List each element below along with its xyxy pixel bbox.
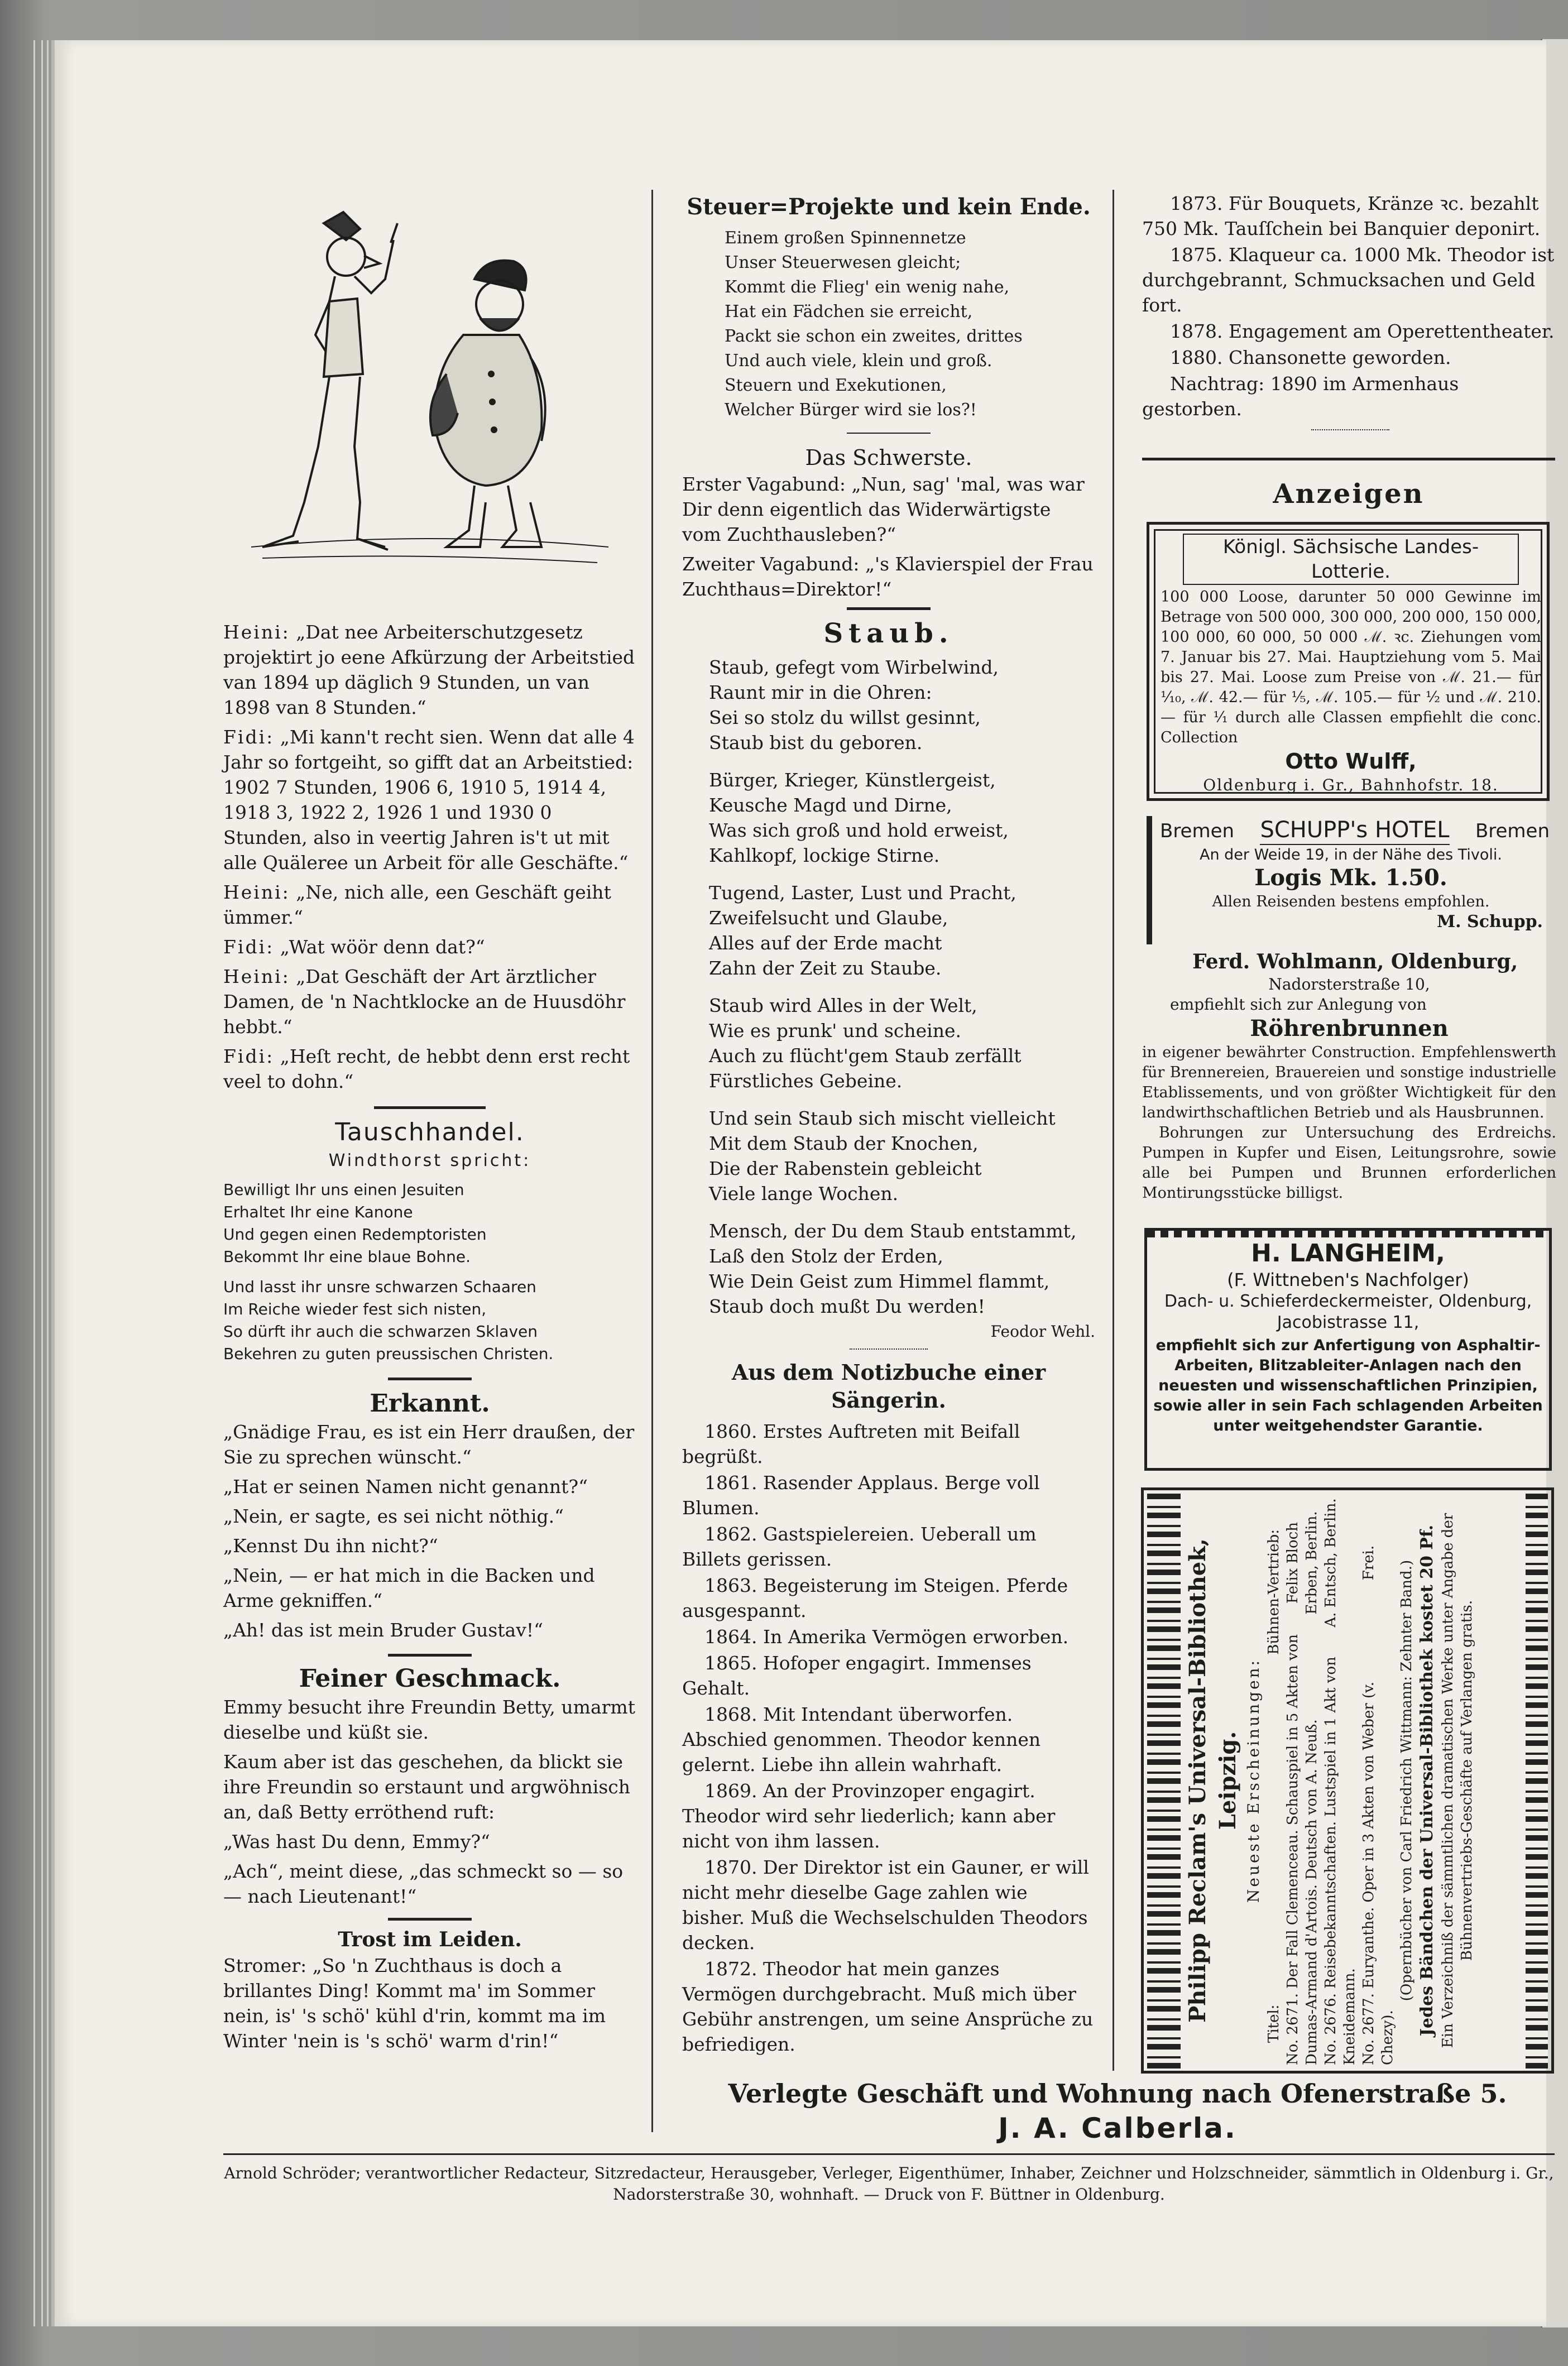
wohlmann-ad — [1142, 949, 1556, 1203]
reclam-item: No. 2671. Der Fall Clemenceau. Schauspiel in 5 Akten von Dumas-Armand d'Artois. Deutsch von A. Neuß. — [1284, 1634, 1320, 2065]
diary-entry: 1873. Für Bouquets, Kränze ꝛc. bezahlt 750 Mk. Tauſſchein bei Banquier deponirt. — [1142, 193, 1541, 239]
reclam-note: (Opernbücher von Carl Friedrich Wittmann: Zehnter Band.) — [1398, 1559, 1415, 2002]
diary-entry: 1862. Gastspielereien. Ueberall um Billets gerissen. — [682, 1523, 1037, 1570]
diary-entry: 1870. Der Direktor ist ein Gauner, er will nicht mehr dieselbe Gage zahlen wie bisher. Muß die Wechselschulden Theodors decken. — [682, 1856, 1089, 1954]
paragraph: „Nein, er sagte, es sei nicht nöthig.“ — [223, 1505, 564, 1527]
staub-title: Staub. — [823, 618, 954, 649]
diary-entry: Nachtrag: 1890 im Armenhaus gestorben. — [1142, 373, 1459, 420]
reclam-item-publisher: Felix Bloch Erben, Berlin. — [1284, 1511, 1320, 1615]
section-divider — [847, 607, 931, 610]
paragraph: „Gnädige Frau, es ist ein Herr draußen, der Sie zu sprechen wünscht.“ — [223, 1421, 635, 1468]
saengerin-entries — [682, 1419, 1095, 2057]
reclam-item-publisher: A. Entsch, Berlin. — [1322, 1498, 1339, 1628]
section-divider — [388, 1918, 472, 1921]
hotel-price: Logis Mk. 1.50. — [1254, 865, 1447, 891]
trost-text: Stromer: „So 'n Zuchthaus is doch a brillantes Ding! Kommt ma' im Sommer nein, is' 's schö' kühl d'rin, kommt ma im Winter 'nein is 's schö' warm d'rin!“ — [223, 1955, 606, 2052]
hotel-name: SCHUPP's HOTEL — [1260, 816, 1449, 845]
hotel-city-left: Bremen — [1160, 820, 1235, 842]
stanza: Tugend, Laster, Lust und Pracht, Zweifelsucht und Glaube, Alles auf der Erde macht Zahn der Zeit zu Staube. — [709, 882, 1016, 979]
page-edge — [47, 40, 49, 2326]
schwerste-title: Das Schwerste. — [805, 445, 972, 470]
stanza: Und sein Staub sich mischt vielleicht Mit dem Staub der Knochen, Die der Rabenstein gebleicht Viele lange Wochen. — [709, 1107, 1056, 1204]
imprint-line-2: Nadorsterstraße 30, wohnhaft. — Druck von F. Büttner in Oldenburg. — [613, 2185, 1165, 2204]
reclam-label-vertrieb: Bühnen-Vertrieb: — [1265, 1529, 1282, 1655]
dialogue-line — [223, 620, 636, 720]
wohlmann-name: Ferd. Wohlmann, Oldenburg, — [1192, 950, 1518, 973]
reclam-subtitle: Neueste Erscheinungen: — [1244, 1658, 1263, 1903]
speaker: Fidi: — [223, 936, 275, 958]
lotterie-name: Otto Wulff, — [1285, 749, 1417, 774]
tauschhandel-verse-2: Und lasst ihr unsre schwarzen Schaaren Im Reiche wieder fest sich nisten, So dürft ihr auch die schwarzen Sklaven Bekehren zu guten preussischen Christen. — [223, 1278, 554, 1363]
diary-entry: 1880. Chansonette geworden. — [1170, 347, 1451, 368]
tauschhandel-verse-1: Bewilligt Ihr uns einen Jesuiten Erhaltet Ihr eine Kanone Und gegen einen Redemptoristen Bekommt Ihr eine blaue Bohne. — [223, 1180, 487, 1266]
speaker: Heini: — [223, 621, 290, 643]
paragraph: Zweiter Vagabund: „'s Klavierspiel der Frau Zuchthaus=Direktor!“ — [682, 553, 1094, 600]
diary-entry: 1861. Rasender Applaus. Berge voll Blumen. — [682, 1472, 1040, 1519]
hotel-recommend: Allen Reisenden bestens empfohlen. — [1212, 893, 1490, 910]
paragraph: „Ah! das ist mein Bruder Gustav!“ — [223, 1619, 543, 1641]
dialogue-text: „Mi kann't recht sien. Wenn dat alle 4 Jahr so fortgeiht, so gifft dat an Arbeitstied: 1902 7 Stunden, 1906 6, 1910 5, 1914 4, 1918 3, 1922 2, 1926 1 und 1930 0 Stunden, also in veertig Jahren is't ut mit alle Quäleree un Arbeit för alle Geschäfte.“ — [223, 726, 635, 874]
section-divider — [850, 1348, 928, 1350]
saengerin-title: Aus dem Notizbuche einer Sängerin. — [731, 1360, 1046, 1413]
paragraph: „Nein, — er hat mich in die Backen und Arme gekniffen.“ — [223, 1564, 595, 1611]
cartoon-illustration — [240, 190, 620, 597]
wohlmann-body-2: Bohrungen zur Untersuchung des Erdreichs. Pumpen in Kupfer und Eisen, Leitungsrohre, sowie alle bei Pumpen und Brunnen erforderlichen Montirungsstücke billigst. — [1142, 1124, 1556, 1202]
wohlmann-body: in eigener bewährter Construction. Empfehlenswerth für Brennereien, Brauereien und sonstige industrielle Etablissements, und von größter Wichtigkeit für den landwirthschaftlichen Betrieb und als Hausbrunnen. — [1142, 1044, 1556, 1121]
section-divider — [847, 433, 931, 434]
column-rule — [1113, 190, 1114, 2071]
erkannt-text — [223, 1419, 636, 1643]
paragraph: Erster Vagabund: „Nun, sag' 'mal, was war Dir denn eigentlich das Widerwärtigste vom Zuchthausleben?“ — [682, 473, 1085, 545]
lotterie-address: Oldenburg i. Gr., Bahnhofstr. 18. — [1203, 776, 1499, 794]
dialogue-line — [223, 724, 636, 875]
feiner-geschmack-title: Feiner Geschmack. — [299, 1664, 561, 1693]
dialogue-text: „Dat Geschäft der Art ärztlicher Damen, de 'n Nachtklocke an de Huusdöhr hebbt.“ — [223, 966, 626, 1038]
dialogue-text: „Dat nee Arbeiterschutzgesetz projektirt jo eene Afkürzung der Arbeitstied van 1894 up däglich 9 Stunden, un van 1898 van 8 Stunden.“ — [223, 621, 635, 718]
ornamental-border — [1147, 1494, 1181, 2069]
dialogue-text: „Heſt recht, de hebbt denn erst recht veel to dohn.“ — [223, 1045, 630, 1092]
moved-notice: Verlegte Geschäft und Wohnung nach Ofenerstraße 5. — [728, 2079, 1507, 2109]
speaker: Fidi: — [223, 726, 275, 748]
diary-entry: 1869. An der Provinzoper engagirt. Theodor wird sehr liederlich; kann aber nicht von ihm lassen. — [682, 1780, 1056, 1852]
dialogue-text: „Ne, nich alle, een Geschäft geiht ümmer.“ — [223, 881, 611, 928]
calberla-name: J. A. Calberla. — [998, 2112, 1237, 2144]
section-divider — [374, 1106, 486, 1109]
section-divider — [1311, 429, 1389, 430]
stanza: Mensch, der Du dem Staub entstammt, Laß den Stolz der Erden, Wie Dein Geist zum Himmel flammt, Staub doch mußt Du werden! — [709, 1220, 1077, 1317]
dialogue-line — [223, 964, 636, 1039]
diary-entry: 1860. Erstes Auftreten mit Beifall begrüßt. — [682, 1420, 1020, 1467]
staub-author: Feodor Wehl. — [990, 1322, 1095, 1341]
dialogue-text: „Wat wöör denn dat?“ — [280, 936, 485, 958]
wohlmann-product: Röhrenbrunnen — [1250, 1015, 1449, 1042]
hotel-ad — [1147, 816, 1555, 944]
ornamental-border — [1526, 1494, 1548, 2069]
langheim-name: H. LANGHEIM, — [1251, 1239, 1445, 1268]
langheim-sub: (F. Wittneben's Nachfolger) — [1227, 1269, 1469, 1290]
stanza: Bürger, Krieger, Künstlergeist, Keusche Magd und Dirne, Was sich groß und hold erweist, Kahlkopf, lockige Stirne. — [709, 769, 1009, 866]
tauschhandel-subtitle: Windthorst spricht: — [328, 1151, 531, 1170]
speaker: Heini: — [223, 966, 290, 987]
hotel-signature: M. Schupp. — [1436, 912, 1543, 932]
paragraph: „Was hast Du denn, Emmy?“ — [223, 1831, 490, 1853]
staub-poem — [682, 655, 1095, 1319]
reclam-price: Jedes Bändchen der Universal-Bibliothek kostet 20 Pf. — [1417, 1524, 1437, 2037]
langheim-street: Jacobistrasse 11, — [1277, 1313, 1420, 1332]
page-edge — [41, 40, 43, 2326]
diary-entry: 1872. Theodor hat mein ganzes Vermögen durchgebracht. Muß mich über Gebühr anstrengen, um seine Ansprüche zu befriedigen. — [682, 1958, 1094, 2055]
reclam-catalog: Ein Verzeichniß der sämmtlichen dramatischen Werke unter Angabe der Bühnenvertriebs-Geschäfte auf Verlangen gratis. — [1440, 1513, 1475, 2048]
tauschhandel-title: Tauschhandel. — [335, 1118, 525, 1146]
anzeigen-title: Anzeigen — [1273, 478, 1425, 510]
paragraph: „Hat er seinen Namen nicht genannt?“ — [223, 1476, 588, 1498]
page-edge — [33, 40, 35, 2326]
right-column-text — [1142, 191, 1558, 430]
wohlmann-line: empfiehlt sich zur Anlegung von — [1170, 995, 1427, 1014]
reclam-label-title: Titel: — [1265, 2004, 1282, 2043]
anzeigen-rule-top — [1142, 458, 1555, 460]
paragraph: „Ach“, meint diese, „das schmeckt so — so — nach Lieutenant!“ — [223, 1860, 624, 1907]
paragraph: „Kennst Du ihn nicht?“ — [223, 1535, 438, 1557]
erkannt-title: Erkannt. — [370, 1389, 490, 1418]
diary-entry: 1875. Klaqueur ca. 1000 Mk. Theodor ist durchgebrannt, Schmucksachen und Geld fort. — [1142, 244, 1555, 316]
feiner-geschmack-text — [223, 1695, 636, 1909]
langheim-trade: Dach- u. Schieferdeckermeister, Oldenburg, — [1164, 1292, 1532, 1311]
diary-entry: 1878. Engagement am Operettentheater. — [1170, 320, 1555, 342]
left-column — [223, 620, 636, 2058]
wohlmann-address: Nadorsterstraße 10, — [1268, 975, 1430, 994]
langheim-ad — [1144, 1228, 1552, 1471]
diary-entry: 1863. Begeisterung im Steigen. Pferde ausgespannt. — [682, 1575, 1068, 1621]
section-divider — [388, 1654, 472, 1657]
langheim-body: empfiehlt sich zur Anfertigung von Asphaltir-Arbeiten, Blitzableiter-Anlagen nach den neuesten und wissenschaftlichen Prinzipien, sowie aller in sein Fach schlagenden Arbeiten unter weitgehendster Garantie. — [1153, 1337, 1543, 1434]
speaker: Heini: — [223, 881, 290, 903]
hotel-city-right: Bremen — [1475, 820, 1550, 842]
schwerste-text — [682, 472, 1095, 602]
lotterie-body: 100 000 Loose, darunter 50 000 Gewinne im Betrage von 500 000, 300 000, 200 000, 150 000, 100 000, 60 000, 50 000 ℳ. ꝛc. Ziehungen vom 7. Januar bis 27. Mai. Hauptziehung vom 5. Mai bis 27. Mai. Loose zum Preise von ℳ. 21.— für ¹⁄₁₀, ℳ. 42.— für ¹⁄₅, ℳ. 105.— für ¹⁄₂ und ℳ. 210.— für ¹⁄₁ durch alle Classen empfiehlt die conc. Collection — [1161, 588, 1541, 746]
lotterie-ad — [1147, 522, 1550, 801]
dialogue-line — [223, 1044, 636, 1094]
reclam-title: Philipp Reclam's Universal-Bibliothek, Leipzig. — [1185, 1538, 1241, 2023]
dialogue-line — [223, 880, 636, 930]
hotel-address: An der Weide 19, in der Nähe des Tivoli. — [1199, 846, 1502, 863]
dialogue-line — [223, 934, 636, 959]
diary-entry: 1864. In Amerika Vermögen erworben. — [704, 1626, 1069, 1648]
dialogue — [223, 620, 636, 1094]
reclam-item-publisher: Frei. — [1360, 1545, 1377, 1581]
reclam-item: No. 2676. Reisebekanntschaften. Lustspiel in 1 Akt von Kneidemann. — [1322, 1657, 1358, 2065]
trost-title: Trost im Leiden. — [338, 1928, 522, 1951]
steuer-title: Steuer=Projekte und kein Ende. — [687, 194, 1091, 220]
diary-entry: 1868. Mit Intendant überworfen. Abschied genommen. Theodor kennen gelernt. Liebe ihn allein wahrhaft. — [682, 1703, 1041, 1775]
imprint-rule — [223, 2153, 1555, 2155]
reclam-item: No. 2677. Euryanthe. Oper in 3 Akten von Weber (v. Chezy). — [1360, 1682, 1396, 2065]
paragraph: Kaum aber ist das geschehen, da blickt sie ihre Freundin so erstaunt und argwöhnisch an, daß Betty erröthend ruft: — [223, 1751, 630, 1823]
column-rule — [651, 190, 653, 2132]
steuer-verse: Einem großen Spinnennetze Unser Steuerwesen gleicht; Kommt die Flieg' ein wenig nahe, Hat ein Fädchen sie erreicht, Packt sie schon ein zweites, drittes Und auch viele, klein und groß. Steuern und Exekutionen, Welcher Bürger wird sie los?! — [725, 228, 1023, 420]
stanza: Staub wird Alles in der Welt, Wie es prunk' und scheine. Auch zu flücht'gem Staub zerfällt Fürstliches Gebeine. — [709, 995, 1022, 1092]
diary-entry: 1865. Hofoper engagirt. Immenses Gehalt. — [682, 1652, 1032, 1699]
reclam-ad — [1141, 1487, 1554, 2074]
stanza: Staub, gefegt vom Wirbelwind, Raunt mir in die Ohren: Sei so stolz du willst gesinnt, Staub bist du geboren. — [709, 656, 999, 754]
middle-column — [682, 193, 1095, 2058]
imprint-line-1: Arnold Schröder; verantwortlicher Redacteur, Sitzredacteur, Herausgeber, Verleger, Eigenthümer, Inhaber, Zeichner und Holzschneider, sämmtlich in Oldenburg i. Gr., — [224, 2164, 1554, 2182]
lotterie-title: Königl. Sächsische Landes-Lotterie. — [1183, 534, 1519, 585]
speaker: Fidi: — [223, 1045, 275, 1067]
paragraph: Emmy besucht ihre Freundin Betty, umarmt dieselbe und küßt sie. — [223, 1696, 635, 1743]
section-divider — [388, 1378, 472, 1380]
